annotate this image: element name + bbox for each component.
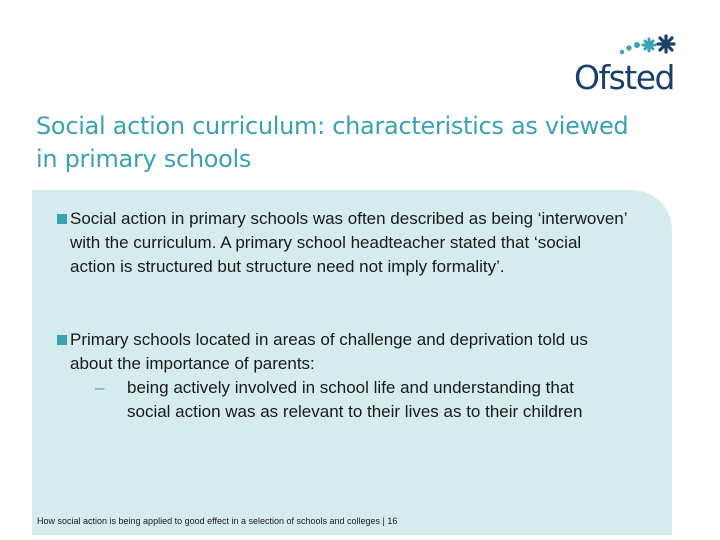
logo-wordmark: Ofsted	[574, 58, 674, 97]
bullet-text: Primary schools located in areas of challenge and deprivation told us about the importance of parents:	[70, 330, 588, 373]
slide-title: Social action curriculum: characteristics as viewed in primary schools	[36, 112, 629, 173]
ofsted-logo	[572, 34, 684, 97]
bullet-item	[40, 207, 630, 279]
bullet-square-icon	[57, 335, 67, 345]
sub-bullet-item	[95, 376, 615, 424]
footer-caption: How social action is being applied to good effect in a selection of schools and colleges | 16	[37, 516, 398, 526]
bullet-text: Social action in primary schools was often described as being ‘interwoven’ with the curriculum. A primary school headteacher stated that ‘social action is structured but structure need not imply formality’.	[70, 209, 627, 276]
dash-marker: –	[95, 378, 105, 397]
bullet-item	[40, 328, 630, 376]
bullet-square-icon	[57, 214, 67, 224]
sub-bullet-text: being actively involved in school life and understanding that social action was as relevant to their lives as to their children	[127, 378, 583, 421]
